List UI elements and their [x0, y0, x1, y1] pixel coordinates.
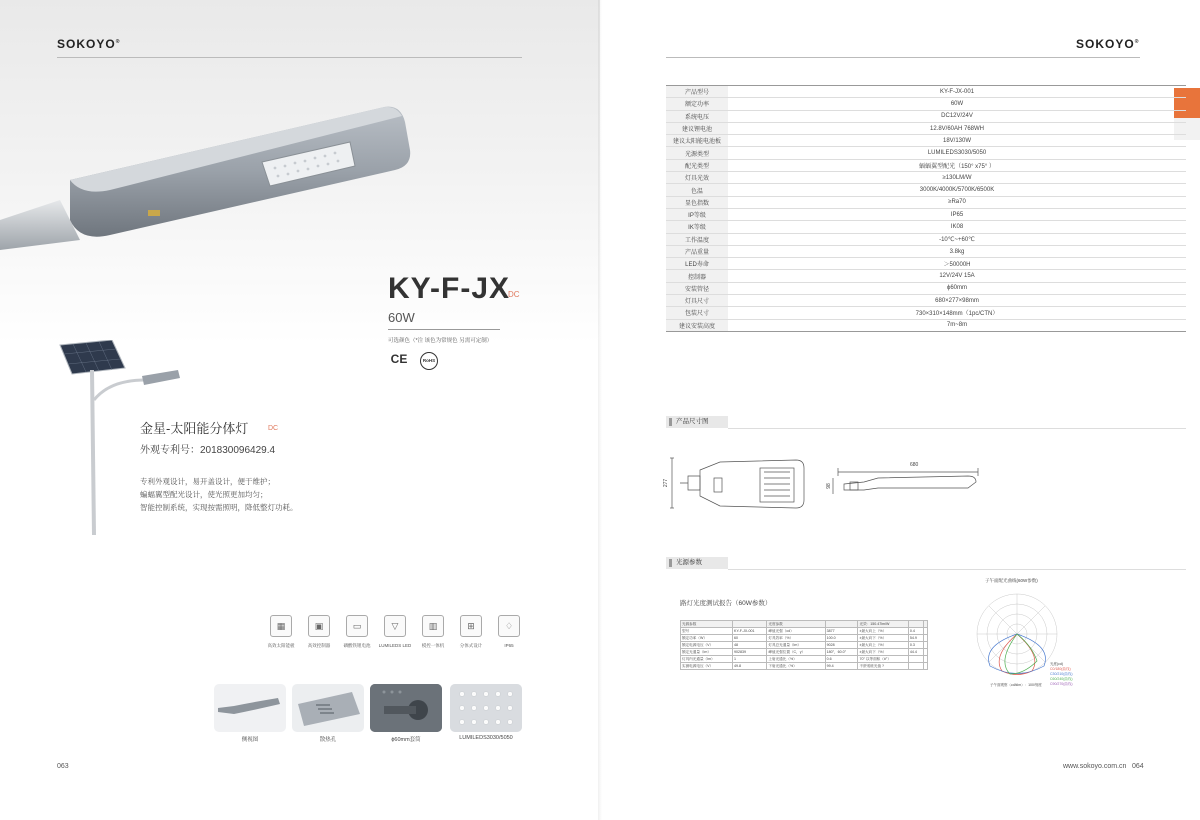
header-divider-right [666, 57, 1140, 58]
polar-legend-item: 光度(cd) [1050, 662, 1064, 666]
polar-legend-item: C30/210(曲线) [1050, 672, 1073, 676]
report-cell: ±最大向上（%） [858, 642, 908, 649]
spec-key: IK等级 [666, 221, 728, 233]
report-cell: 不舒适眩光值 ? [858, 663, 908, 670]
report-row [681, 656, 928, 663]
section-light-params: 光源参数 [666, 557, 728, 569]
website[interactable]: www.sokoyo.com.cn [1063, 763, 1127, 770]
color-note: 可选颜色（*注 该色为常规色 另需可定制） [388, 338, 493, 344]
polar-legend-item: C0/180(曲线) [1050, 667, 1071, 671]
module-icon: ▥ [422, 615, 444, 637]
report-cell: 9028 [825, 642, 858, 649]
spec-key: 产品型号 [666, 86, 728, 98]
report-cell [923, 635, 927, 642]
brand-logo-left: SOKOYO® [57, 37, 121, 51]
report-cell [923, 656, 927, 663]
report-cell: 44.4 [908, 649, 923, 656]
spec-value: 3.8kg [728, 245, 1186, 257]
description-line: 专利外观设计，易开盖设计，便于维护； [140, 477, 275, 486]
side-view-icon [214, 684, 286, 732]
spec-key: 系统电压 [666, 110, 728, 122]
lamp-head-image [0, 100, 470, 250]
spec-value: ϕ60mm [728, 282, 1186, 294]
spec-row [666, 86, 1186, 98]
sleeve-icon [370, 684, 442, 732]
power-rating: 60W [388, 310, 415, 325]
report-cell [923, 642, 927, 649]
spec-key: 额定功率 [666, 98, 728, 110]
report-cell [908, 663, 923, 670]
feature-label: 高效控制器 [307, 643, 331, 648]
report-cell: 54.9 [908, 635, 923, 642]
report-cell: 实测电源电压（V） [681, 663, 733, 670]
spec-key: 工作温度 [666, 233, 728, 245]
spec-value: IK08 [728, 221, 1186, 233]
waterproof-icon: ♢ [498, 615, 520, 637]
description-line: 智能控制系统，实现按需照明，降低整灯功耗。 [140, 503, 298, 512]
polar-legend-item: C90/270(曲线) [1050, 682, 1073, 686]
spec-key: 配光类型 [666, 159, 728, 171]
report-cell: 额定电源电压（V） [681, 642, 733, 649]
page-number-left: 063 [57, 763, 69, 770]
report-cell: 3877 [825, 628, 858, 635]
split-design-icon: ⊞ [460, 615, 482, 637]
polar-legend-item: C60/240(曲线) [1050, 677, 1073, 681]
polar-distribution-chart [972, 586, 1062, 681]
report-row [681, 663, 928, 670]
heat-vent-icon [292, 684, 364, 732]
spec-row [666, 258, 1186, 270]
report-cell: 额定光通量（lm） [681, 649, 733, 656]
spec-row [666, 98, 1186, 110]
report-cell [923, 663, 927, 670]
polar-footnote: 子午面观察（cd/klm）：100/刻度 [990, 683, 1042, 687]
spec-row [666, 282, 1186, 294]
spec-value: LUMILEDS3030/5050 [728, 147, 1186, 159]
report-cell: 光效：150.47lm/W [858, 621, 908, 628]
product-name: 金星-太阳能分体灯 [140, 421, 249, 436]
spec-row [666, 295, 1186, 307]
solar-panel-icon: ▦ [270, 615, 292, 637]
spec-key: 灯具光效 [666, 172, 728, 184]
led-chip-icon [450, 684, 522, 732]
report-cell: ±最大向上（%） [858, 628, 908, 635]
spec-key: 控制器 [666, 270, 728, 282]
report-cell: ±最大向下（%） [858, 635, 908, 642]
feature-label: 磷酸铁锂电池 [343, 643, 371, 648]
page-number-right: 064 [1132, 763, 1144, 770]
thumbnail-label: 侧视图 [241, 737, 259, 743]
section-dimensions: 产品尺寸图 [666, 416, 728, 428]
spec-value: 730×310×148mm（1pc/CTN） [728, 307, 1186, 319]
dimension-height-label: 277 [663, 478, 670, 488]
spec-key: 色温 [666, 184, 728, 196]
title-divider [388, 329, 500, 330]
spec-row [666, 147, 1186, 159]
report-cell: 1 [733, 656, 767, 663]
report-cell [825, 621, 858, 628]
spec-key: 光源类型 [666, 147, 728, 159]
thumbnail-label: ϕ60mm套筒 [391, 737, 421, 743]
report-cell: 49.8 [733, 663, 767, 670]
spec-value: 680×277×98mm [728, 295, 1186, 307]
report-cell [923, 628, 927, 635]
report-cell: 峰值光强位置（C，γ） [767, 649, 825, 656]
report-cell: 上射光通比（%） [767, 656, 825, 663]
thumbnail-label: 散热孔 [319, 737, 337, 743]
header-divider-left [57, 57, 522, 58]
model-title: KY-F-JX [388, 272, 511, 305]
report-cell: 峰值光强（cd） [767, 628, 825, 635]
feature-label: LUMILEDS LED [378, 643, 412, 648]
spec-key: 建议太阳能电池板 [666, 135, 728, 147]
feature-label: IP65 [504, 643, 514, 648]
page-spine [598, 0, 602, 820]
spec-row [666, 172, 1186, 184]
spec-value: DC12V/24V [728, 110, 1186, 122]
section-divider [728, 428, 1186, 429]
report-row [681, 649, 928, 656]
patent-number: 外观专利号：201830096429.4 [140, 445, 276, 456]
report-cell: ±最大向下（%） [858, 649, 908, 656]
report-cell: 型号 [681, 628, 733, 635]
report-row [681, 642, 928, 649]
report-cell: 额定功率（W） [681, 635, 733, 642]
report-cell: 光度参数 [767, 621, 825, 628]
spec-row [666, 110, 1186, 122]
report-cell [923, 621, 927, 628]
spec-row [666, 307, 1186, 319]
spec-value: -10℃~+60℃ [728, 233, 1186, 245]
spec-row [666, 233, 1186, 245]
description-line: 蝙蝠翼型配光设计，使光照更加均匀； [140, 490, 268, 499]
dimension-side-height-label: 98 [825, 483, 832, 489]
spec-key: 灯具尺寸 [666, 295, 728, 307]
spec-value: 12V/24V 15A [728, 270, 1186, 282]
rohs-mark-icon: RoHS [420, 352, 438, 370]
feature-label: 高效太阳能板 [267, 643, 295, 648]
report-row [681, 628, 928, 635]
spec-value: ≥Ra70 [728, 196, 1186, 208]
report-cell [733, 621, 767, 628]
dimension-width-label: 680 [910, 462, 919, 468]
product-suffix: DC [268, 425, 279, 432]
ce-mark-icon: CE [390, 352, 408, 366]
report-title: 路灯光度测试报告（60W参数） [680, 600, 772, 607]
report-cell: 0.6 [825, 656, 858, 663]
spec-key: 安装管径 [666, 282, 728, 294]
spec-value: 12.8V/60AH 768WH [728, 122, 1186, 134]
spec-value: 7m~8m [728, 319, 1186, 331]
spec-key: 建议锂电池 [666, 122, 728, 134]
report-cell: 99.4 [825, 663, 858, 670]
battery-icon: ▭ [346, 615, 368, 637]
spec-row [666, 221, 1186, 233]
spec-value: ＞50000H [728, 258, 1186, 270]
photometric-report-table [680, 620, 928, 670]
report-cell: 灯具总光通量（lm） [767, 642, 825, 649]
spec-table [666, 85, 1186, 332]
report-cell: 902839 [733, 649, 767, 656]
report-cell: 100.0 [825, 635, 858, 642]
report-cell [908, 621, 923, 628]
spec-row [666, 196, 1186, 208]
report-cell: 0.4 [908, 628, 923, 635]
report-cell: 0.3 [908, 642, 923, 649]
feature-label: 分体式设计 [459, 643, 483, 648]
report-row [681, 635, 928, 642]
spec-value: ≥130LM/W [728, 172, 1186, 184]
report-cell: 70° 以等面积（#°） [858, 656, 908, 663]
spec-key: 显色指数 [666, 196, 728, 208]
report-cell: 光源参数 [681, 621, 733, 628]
spec-value: IP65 [728, 208, 1186, 220]
spec-value: 蝠蝠翼型配光（150° x75° ） [728, 159, 1186, 171]
spec-row [666, 122, 1186, 134]
spec-value: KY-F-JX-001 [728, 86, 1186, 98]
spec-key: 建议安装高度 [666, 319, 728, 331]
feature-label: 模控一体机 [421, 643, 445, 648]
report-cell: 灯具内光通量（lm） [681, 656, 733, 663]
report-row [681, 621, 928, 628]
spec-key: 包装尺寸 [666, 307, 728, 319]
brand-logo-right: SOKOYO® [1076, 37, 1140, 51]
report-cell: 48 [733, 642, 767, 649]
report-cell: 下射光通比（%） [767, 663, 825, 670]
report-cell: 180°，60.0° [825, 649, 858, 656]
spec-row [666, 135, 1186, 147]
spec-row [666, 245, 1186, 257]
report-cell: 灯具效率（%） [767, 635, 825, 642]
spec-value: 3000K/4000K/5700K/6500K [728, 184, 1186, 196]
polar-chart-title: 子午面配光曲线(60W参数) [985, 578, 1038, 583]
spec-value: 18V/130W [728, 135, 1186, 147]
report-cell [908, 656, 923, 663]
spec-row [666, 270, 1186, 282]
report-cell: KY-F-JX-001 [733, 628, 767, 635]
spec-value: 60W [728, 98, 1186, 110]
dimension-drawing [668, 448, 998, 518]
controller-icon: ▣ [308, 615, 330, 637]
report-cell: 60 [733, 635, 767, 642]
report-cell [923, 649, 927, 656]
spec-row [666, 319, 1186, 331]
thumbnail-label: LUMILEDS3030/5050 [459, 735, 513, 741]
spec-row [666, 208, 1186, 220]
led-icon: ▽ [384, 615, 406, 637]
section-divider [728, 569, 1186, 570]
spec-row [666, 184, 1186, 196]
spec-key: LED寿命 [666, 258, 728, 270]
spec-row [666, 159, 1186, 171]
spec-key: 产品重量 [666, 245, 728, 257]
model-suffix: DC [508, 290, 520, 299]
spec-key: IP等级 [666, 208, 728, 220]
